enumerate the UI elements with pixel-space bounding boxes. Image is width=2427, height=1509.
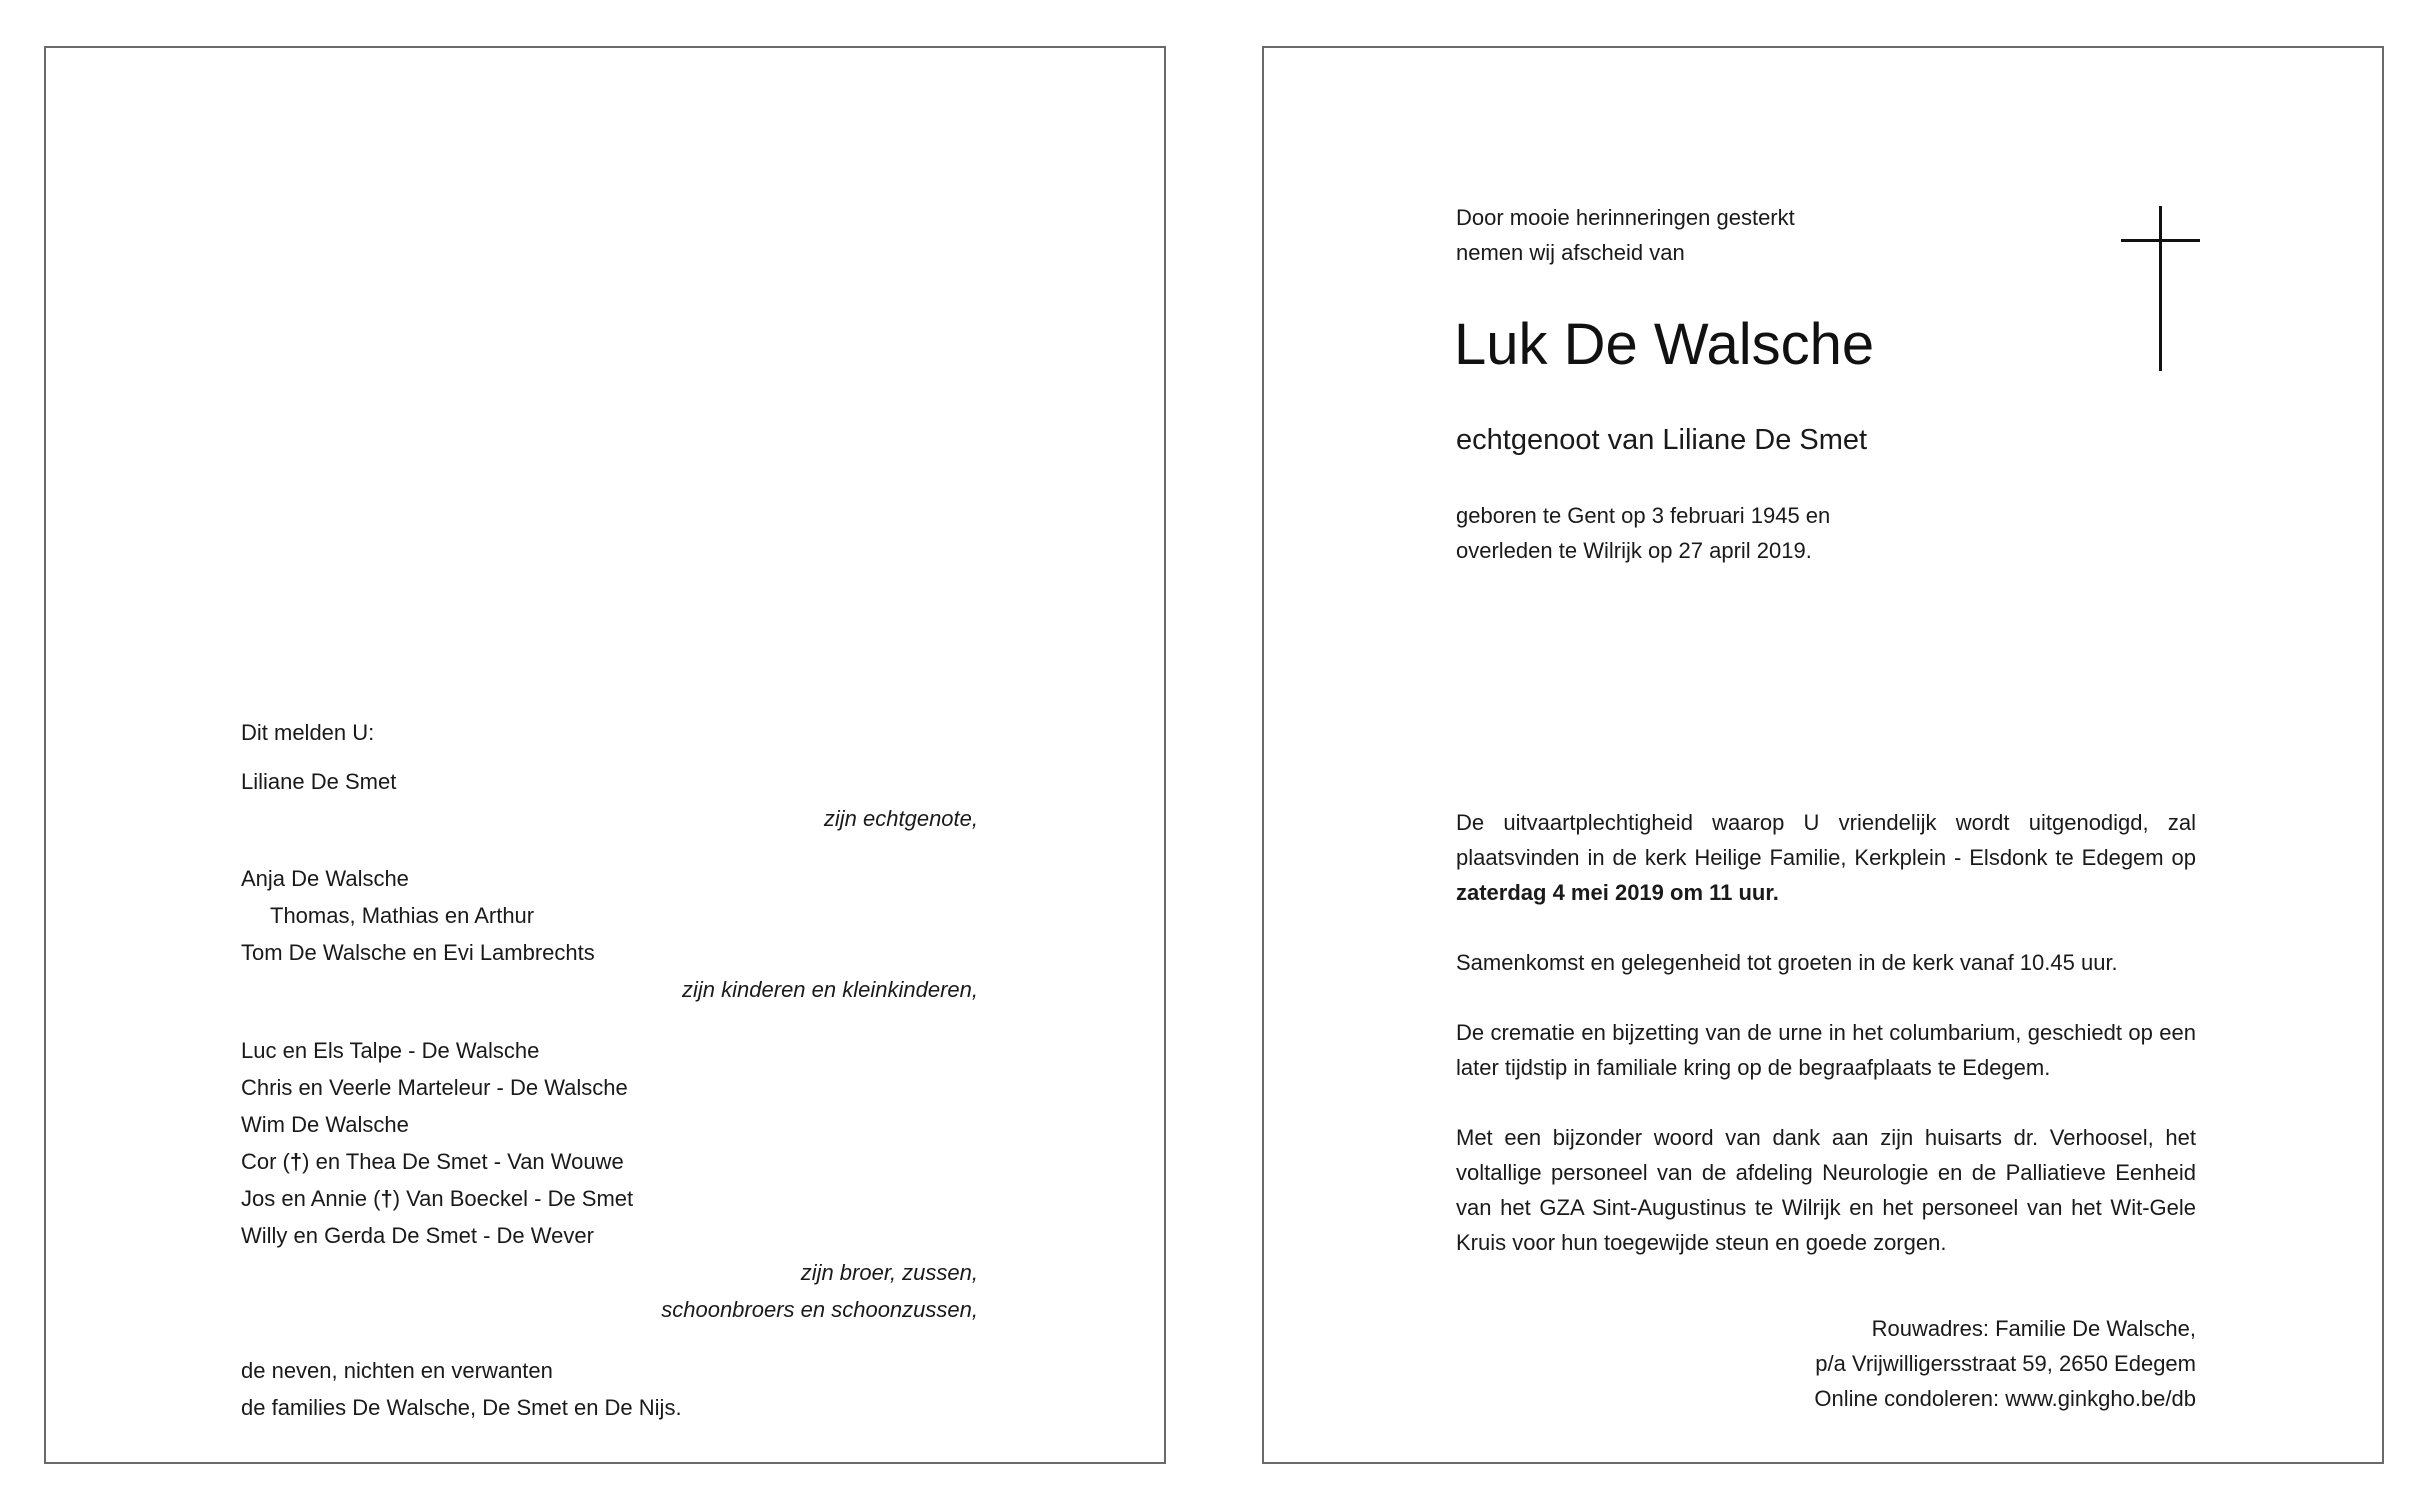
sibling-1: Luc en Els Talpe - De Walsche (241, 1038, 540, 1063)
siblings-role-1: zijn broer, zussen, (800, 1260, 978, 1285)
address-line-2: p/a Vrijwilligersstraat 59, 2650 Edegem (1815, 1351, 2196, 1376)
relatives-1: de neven, nichten en verwanten (241, 1358, 553, 1383)
address-line-1: Rouwadres: Familie De Walsche, (1871, 1316, 2196, 1341)
thanks-paragraph: Met een bijzonder woord van dank aan zijn huisarts dr. Verhoosel, het voltallige personeel van de afdeling Neurologie en de Palliatieve Eenheid van het GZA Sint-Augustinus te Wilrijk en het personeel van het Wit-Gele Kruis voor hun toegewijde steun en goede zorgen. (1456, 1125, 2196, 1255)
sibling-5: Jos en Annie (†) Van Boeckel - De Smet (241, 1186, 634, 1211)
announcement-intro: Dit melden U: (241, 720, 375, 745)
deceased-cross-mark: † (289, 1149, 303, 1174)
children-role: zijn kinderen en kleinkinderen, (682, 977, 978, 1002)
condolence-link[interactable]: Online condoleren: www.ginkgho.be/db (1814, 1386, 2196, 1411)
sibling-2: Chris en Veerle Marteleur - De Walsche (241, 1075, 628, 1100)
right-panel (1262, 46, 2384, 1464)
sibling-4: Cor (†) en Thea De Smet - Van Wouwe (241, 1149, 624, 1174)
siblings-role-2: schoonbroers en schoonzussen, (661, 1297, 978, 1322)
cremation-paragraph: De crematie en bijzetting van de urne in het columbarium, geschiedt op een later tijdstip in familiale kring op de begraafplaats te Edegem. (1456, 1020, 2196, 1080)
birth-line: geboren te Gent op 3 februari 1945 en (1456, 503, 1831, 528)
sibling-3: Wim De Walsche (241, 1112, 409, 1137)
spouse-name: Liliane De Smet (241, 769, 397, 794)
funeral-paragraph: De uitvaartplechtigheid waarop U vriendelijk wordt uitgenodigd, zal plaatsvinden in de kerk Heilige Familie, Kerkplein - Elsdonk te Edegem op zaterdag 4 mei 2019 om 11 uur. (1456, 810, 2196, 905)
spouse-role: zijn echtgenote, (823, 806, 978, 831)
funeral-date: zaterdag 4 mei 2019 om 11 uur. (1456, 880, 1779, 905)
relation-line: echtgenoot van Liliane De Smet (1456, 424, 1868, 456)
child-2: Tom De Walsche en Evi Lambrechts (241, 940, 595, 965)
relatives-2: de families De Walsche, De Smet en De Nijs. (241, 1395, 682, 1420)
death-line: overleden te Wilrijk op 27 april 2019. (1456, 538, 1812, 563)
opening-line-1: Door mooie herinneringen gesterkt (1456, 205, 1795, 230)
deceased-cross-mark: † (380, 1186, 393, 1211)
grandchildren: Thomas, Mathias en Arthur (270, 903, 535, 928)
deceased-name: Luk De Walsche (1454, 312, 1875, 377)
sibling-6: Willy en Gerda De Smet - De Wever (241, 1223, 594, 1248)
child-1: Anja De Walsche (241, 866, 409, 891)
left-panel (44, 46, 1166, 1464)
gathering-paragraph: Samenkomst en gelegenheid tot groeten in de kerk vanaf 10.45 uur. (1456, 950, 2118, 975)
opening-line-2: nemen wij afscheid van (1456, 240, 1685, 265)
